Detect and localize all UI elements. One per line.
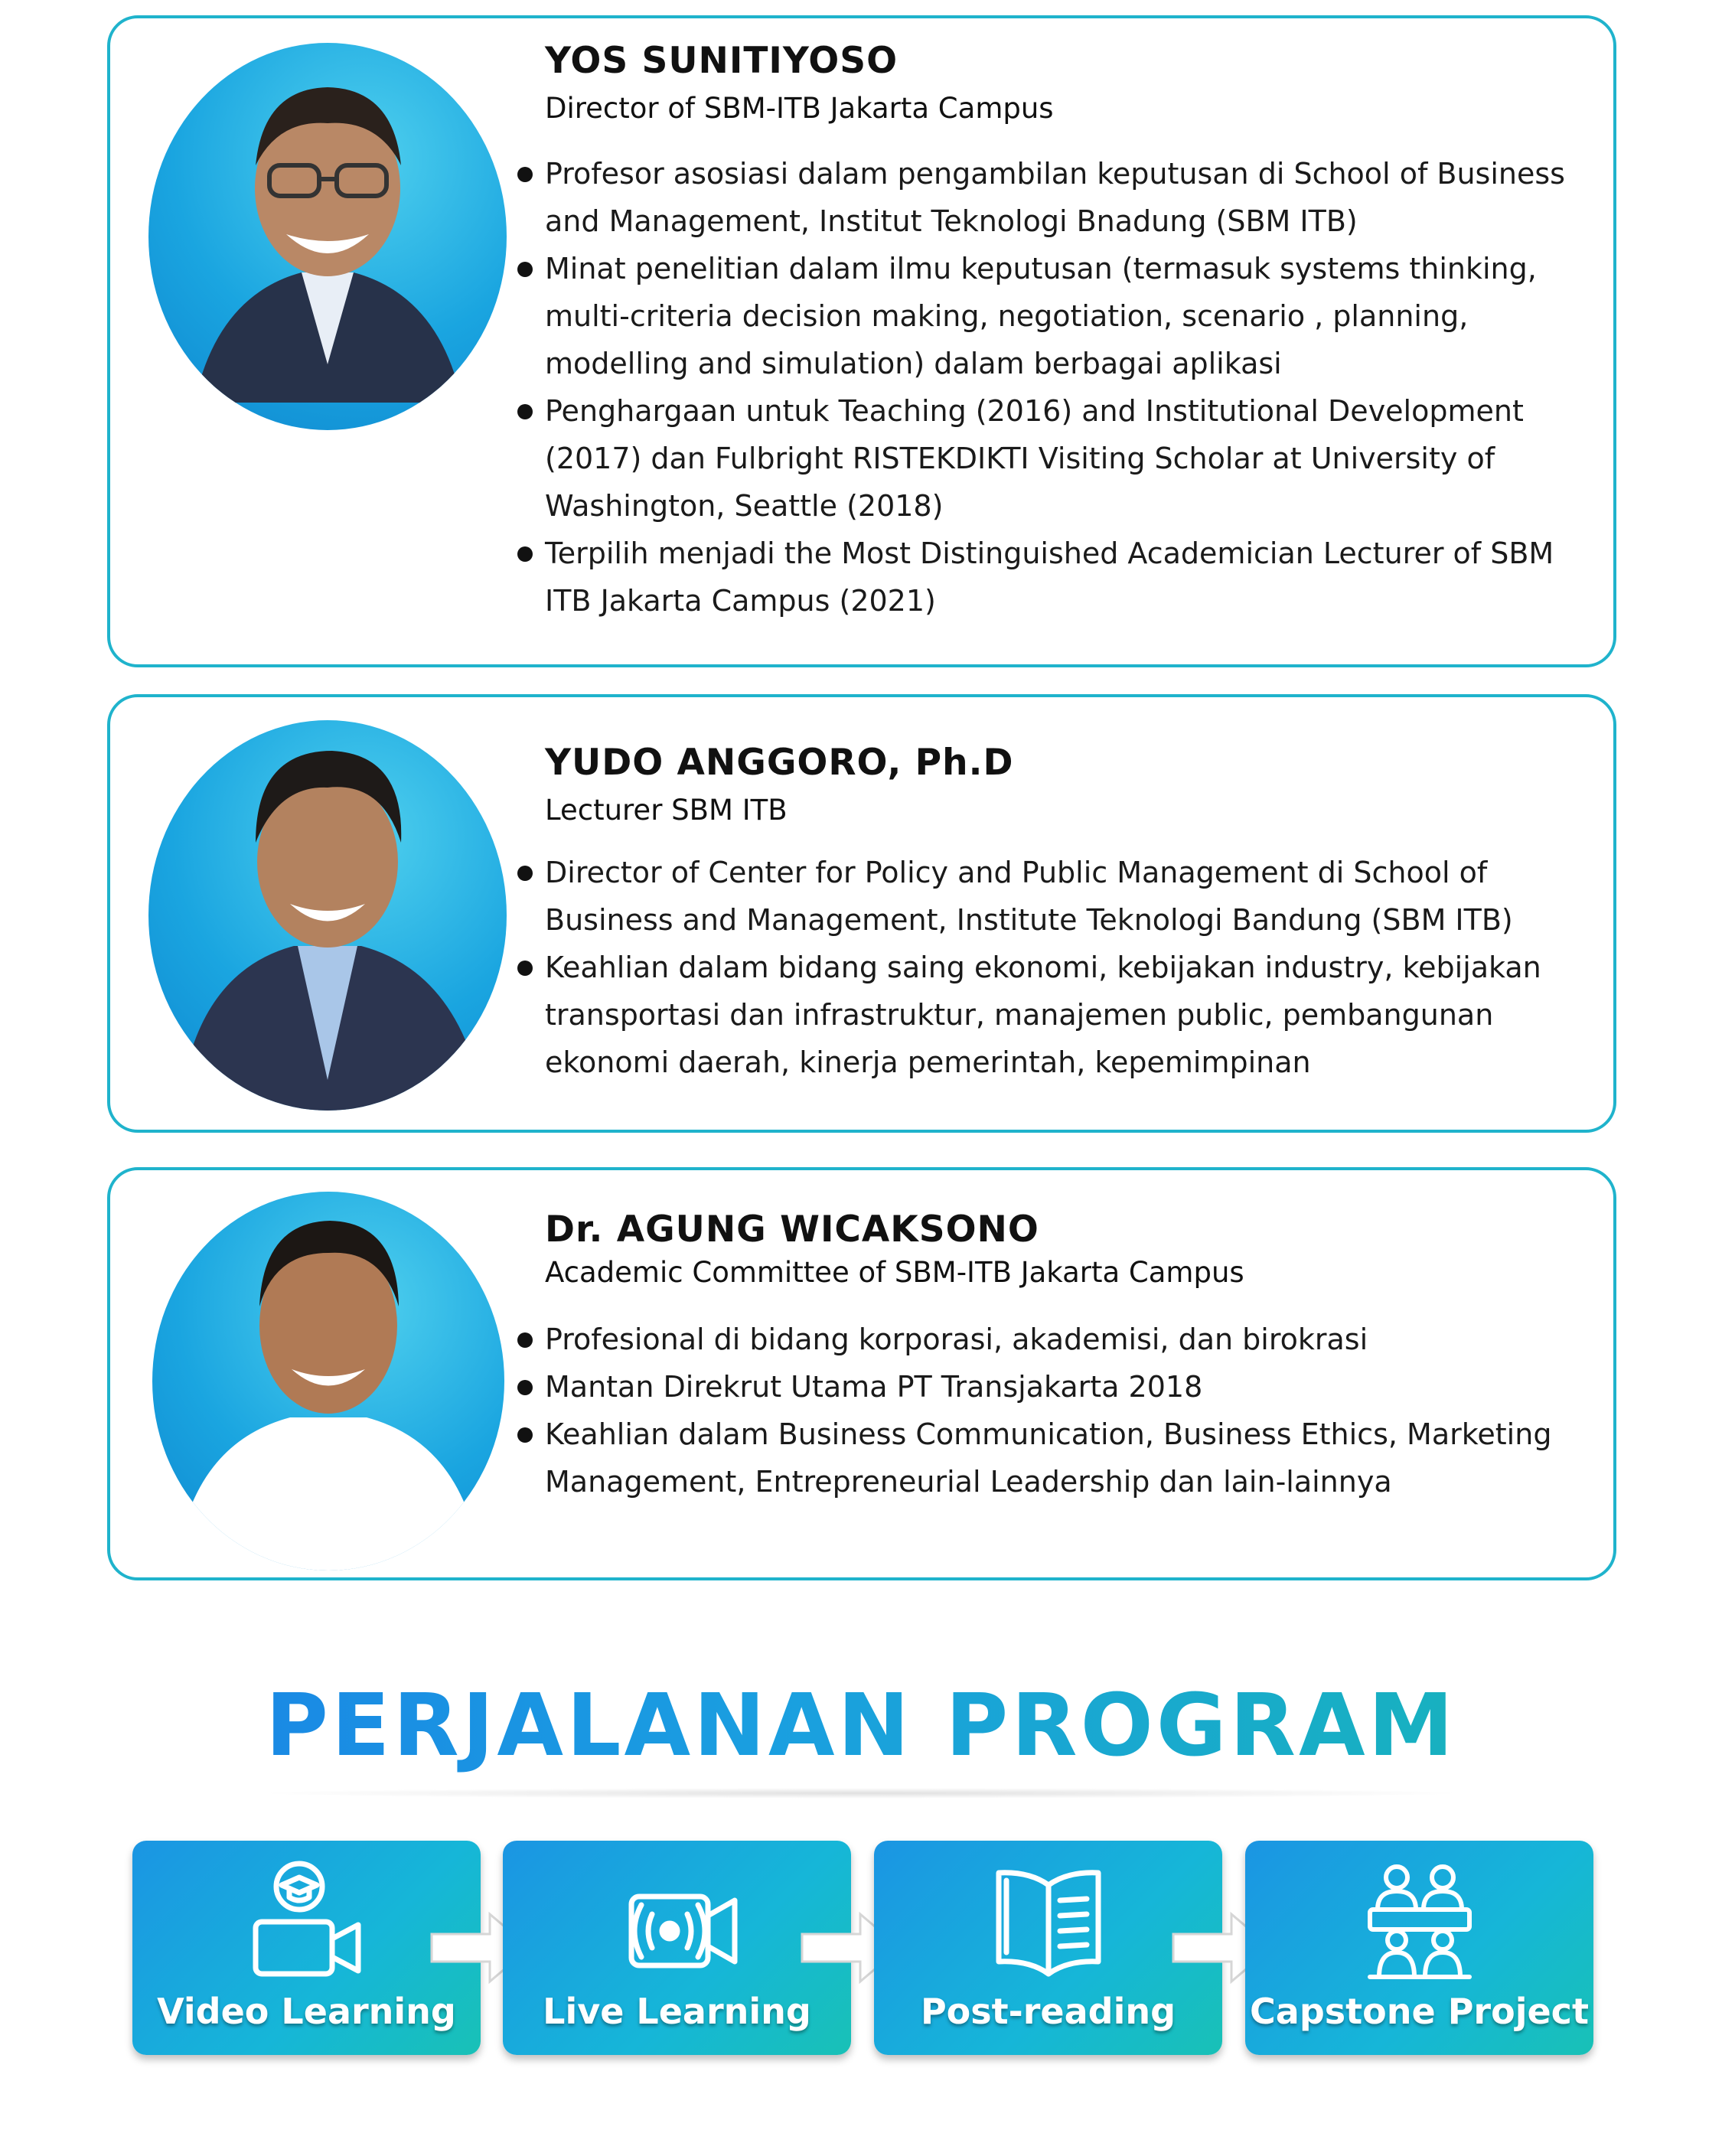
portrait-illustration: [152, 1192, 504, 1571]
bullet-text: Keahlian dalam bidang saing ekonomi, kebijakan industry, kebijakan transportasi dan infrastruktur, manajemen public, pembangunan ekonomi daerah, kinerja pemerintah, kepemimpinan: [545, 951, 1541, 1079]
bullet-text: Keahlian dalam Business Communication, Business Ethics, Marketing Management, Entrepreneurial Leadership dan lain-lainnya: [545, 1417, 1552, 1499]
bullet-item: [517, 1411, 1583, 1505]
bullet-dot-icon: [517, 546, 533, 562]
bullet-item: [517, 530, 1583, 625]
bullet-dot-icon: [517, 1427, 533, 1443]
program-step-live-learning: [503, 1841, 851, 2055]
bullet-text: Profesional di bidang korporasi, akademisi, dan birokrasi: [545, 1323, 1368, 1356]
bullet-item: [517, 387, 1583, 530]
bullet-text: Director of Center for Policy and Public Management di School of Business and Management, Institute Teknologi Bandung (SBM ITB): [545, 856, 1513, 937]
bullet-item: [517, 944, 1583, 1086]
speaker-card: [107, 1167, 1616, 1580]
bullet-item: [517, 1363, 1583, 1411]
bullet-item: [517, 849, 1583, 944]
speaker-role: Director of SBM-ITB Jakarta Campus: [545, 92, 1054, 125]
speaker-bullet-list: [517, 150, 1583, 625]
speaker-photo: [148, 720, 507, 1111]
portrait-illustration: [148, 43, 507, 430]
bullet-dot-icon: [517, 404, 533, 419]
speaker-name: Dr. AGUNG WICAKSONO: [545, 1208, 1039, 1251]
bullet-dot-icon: [517, 961, 533, 976]
bullet-dot-icon: [517, 1332, 533, 1348]
program-step-video-learning: [132, 1841, 481, 2055]
bullet-dot-icon: [517, 866, 533, 881]
portrait-illustration: [148, 720, 507, 1111]
speaker-name: YUDO ANGGORO, Ph.D: [545, 742, 1014, 784]
bullet-item: [517, 245, 1583, 387]
program-step-post-reading: [874, 1841, 1222, 2055]
bullet-dot-icon: [517, 1380, 533, 1395]
speaker-role: Lecturer SBM ITB: [545, 794, 788, 827]
speaker-photo: [148, 43, 507, 430]
speaker-name: YOS SUNITIYOSO: [545, 40, 899, 82]
speaker-card: [107, 694, 1616, 1133]
step-label: Video Learning: [157, 1991, 456, 2032]
speaker-photo: [152, 1192, 504, 1571]
bullet-item: [517, 150, 1583, 245]
speaker-card: [107, 15, 1616, 667]
speaker-bullet-list: [517, 1316, 1583, 1505]
bullet-text: Profesor asosiasi dalam pengambilan keputusan di School of Business and Management, Institut Teknologi Bnadung (SBM ITB): [545, 157, 1565, 238]
bullet-item: [517, 1316, 1583, 1363]
video-learning-icon: [242, 1854, 372, 1985]
team-meeting-icon: [1355, 1854, 1485, 1985]
open-book-icon: [983, 1854, 1114, 1985]
bullet-dot-icon: [517, 262, 533, 277]
step-label: Capstone Project: [1250, 1991, 1589, 2032]
bullet-dot-icon: [517, 167, 533, 182]
title-divider: [253, 1788, 1469, 1799]
bullet-text: Minat penelitian dalam ilmu keputusan (termasuk systems thinking, multi-criteria decision making, negotiation, scenario , planning, modelling and simulation) dalam berbagai aplikasi: [545, 252, 1537, 380]
speaker-bullet-list: [517, 849, 1583, 1086]
program-step-capstone-project: [1245, 1841, 1593, 2055]
speaker-role: Academic Committee of SBM-ITB Jakarta Campus: [545, 1256, 1244, 1289]
live-broadcast-icon: [612, 1854, 742, 1985]
step-label: Live Learning: [543, 1991, 811, 2032]
bullet-text: Mantan Direkrut Utama PT Transjakarta 2018: [545, 1370, 1203, 1404]
bullet-text: Penghargaan untuk Teaching (2016) and Institutional Development (2017) dan Fulbright RISTEKDIKTI Visiting Scholar at University of Washington, Seattle (2018): [545, 394, 1524, 523]
bullet-text: Terpilih menjadi the Most Distinguished Academician Lecturer of SBM ITB Jakarta Campus (2021): [545, 537, 1554, 618]
section-title: PERJALANAN PROGRAM: [0, 1676, 1722, 1776]
step-label: Post-reading: [920, 1991, 1176, 2032]
